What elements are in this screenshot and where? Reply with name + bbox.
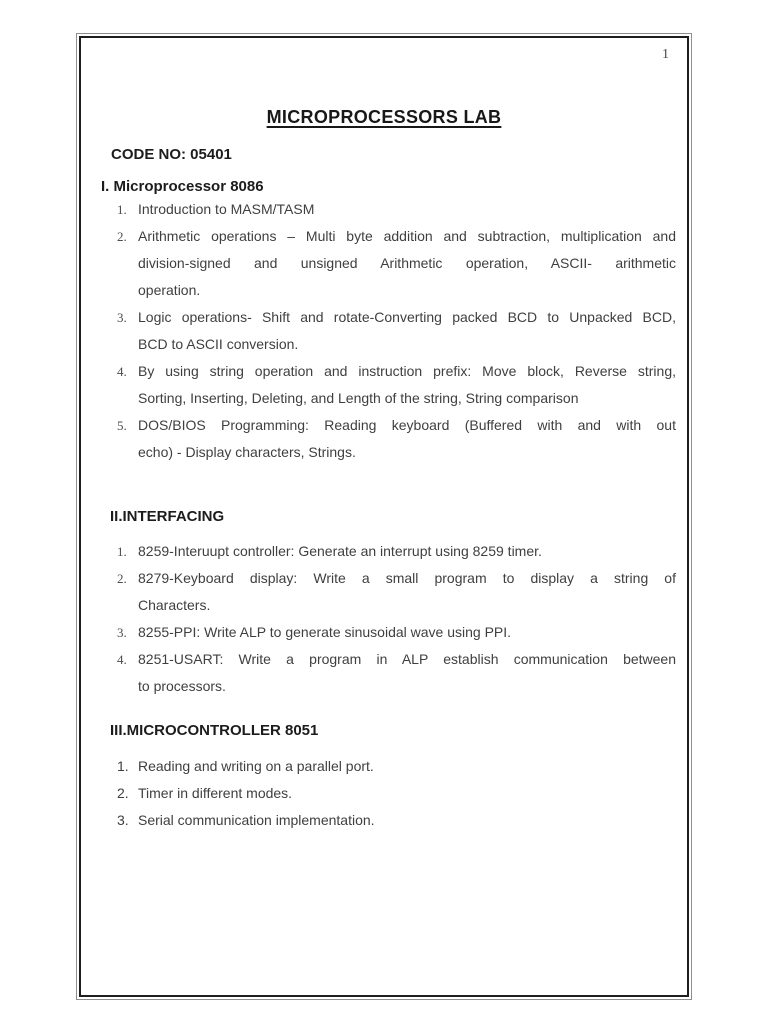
list-item-line: Logic operations- Shift and rotate-Converting packed BCD to Unpacked BCD, bbox=[138, 309, 676, 325]
list-item-line: Reading and writing on a parallel port. bbox=[138, 758, 374, 774]
document-page bbox=[76, 33, 692, 1000]
list-item-line: Sorting, Inserting, Deleting, and Length of the string, String comparison bbox=[138, 390, 579, 406]
list-marker: 3. bbox=[117, 812, 129, 828]
section-heading-microprocessor-8086: I. Microprocessor 8086 bbox=[101, 178, 264, 195]
list-item-text bbox=[138, 223, 676, 304]
section-3-list bbox=[81, 753, 687, 834]
list-item bbox=[81, 646, 687, 700]
list-marker: 3. bbox=[117, 310, 127, 325]
list-item-text bbox=[138, 807, 676, 834]
list-item-line: 8259-Interuupt controller: Generate an interrupt using 8259 timer. bbox=[138, 543, 542, 559]
list-item-line: Timer in different modes. bbox=[138, 785, 293, 801]
list-item bbox=[81, 304, 687, 358]
list-item-text bbox=[138, 412, 676, 466]
list-item-line: Introduction to MASM/TASM bbox=[138, 201, 315, 217]
list-marker: 2. bbox=[117, 785, 129, 801]
list-item-text bbox=[138, 780, 676, 807]
section-heading-microcontroller-8051: III.MICROCONTROLLER 8051 bbox=[110, 722, 319, 739]
list-item-line: Arithmetic operations – Multi byte addition and subtraction, multiplication and bbox=[138, 228, 676, 244]
list-marker: 2. bbox=[117, 229, 127, 244]
list-marker: 1. bbox=[117, 758, 129, 774]
list-item-line: Characters. bbox=[138, 597, 211, 613]
list-item bbox=[81, 807, 687, 834]
list-item bbox=[81, 196, 687, 223]
list-item bbox=[81, 358, 687, 412]
list-item bbox=[81, 619, 687, 646]
list-item bbox=[81, 412, 687, 466]
list-item bbox=[81, 538, 687, 565]
list-item-line: By using string operation and instruction prefix: Move block, Reverse string, bbox=[138, 363, 676, 379]
page-border-frame bbox=[79, 36, 689, 997]
list-item-text bbox=[138, 304, 676, 358]
list-marker: 1. bbox=[117, 202, 127, 217]
list-item-line: DOS/BIOS Programming: Reading keyboard (Buffered with and with out bbox=[138, 417, 676, 433]
section-heading-interfacing: II.INTERFACING bbox=[110, 508, 225, 525]
list-item-text bbox=[138, 565, 676, 619]
list-item-text bbox=[138, 358, 676, 412]
list-item bbox=[81, 565, 687, 619]
list-marker: 4. bbox=[117, 364, 127, 379]
list-item-line: echo) - Display characters, Strings. bbox=[138, 444, 356, 460]
list-item-text bbox=[138, 196, 676, 223]
list-item-text bbox=[138, 753, 676, 780]
list-item-line: 8255-PPI: Write ALP to generate sinusoidal wave using PPI. bbox=[138, 624, 512, 640]
page-number: 1 bbox=[662, 47, 669, 62]
list-item bbox=[81, 780, 687, 807]
list-marker: 3. bbox=[117, 625, 127, 640]
section-1-list bbox=[81, 196, 687, 466]
list-item-text bbox=[138, 619, 676, 646]
list-item-line: Serial communication implementation. bbox=[138, 812, 375, 828]
list-marker: 5. bbox=[117, 418, 127, 433]
list-item-line: 8251-USART: Write a program in ALP establish communication between bbox=[138, 651, 676, 667]
course-code: CODE NO: 05401 bbox=[111, 146, 232, 163]
list-item bbox=[81, 223, 687, 304]
list-item-line: division-signed and unsigned Arithmetic operation, ASCII- arithmetic bbox=[138, 255, 676, 271]
list-marker: 2. bbox=[117, 571, 127, 586]
list-item-line: BCD to ASCII conversion. bbox=[138, 336, 299, 352]
list-item-line: operation. bbox=[138, 282, 201, 298]
list-item-text bbox=[138, 538, 676, 565]
list-item bbox=[81, 753, 687, 780]
list-item-text bbox=[138, 646, 676, 700]
list-item-line: to processors. bbox=[138, 678, 226, 694]
section-2-list bbox=[81, 538, 687, 700]
document-title bbox=[81, 106, 687, 128]
list-marker: 4. bbox=[117, 652, 127, 667]
list-item-line: 8279-Keyboard display: Write a small program to display a string of bbox=[138, 570, 676, 586]
list-marker: 1. bbox=[117, 544, 127, 559]
document-title-text: MICROPROCESSORS LAB bbox=[266, 107, 502, 127]
